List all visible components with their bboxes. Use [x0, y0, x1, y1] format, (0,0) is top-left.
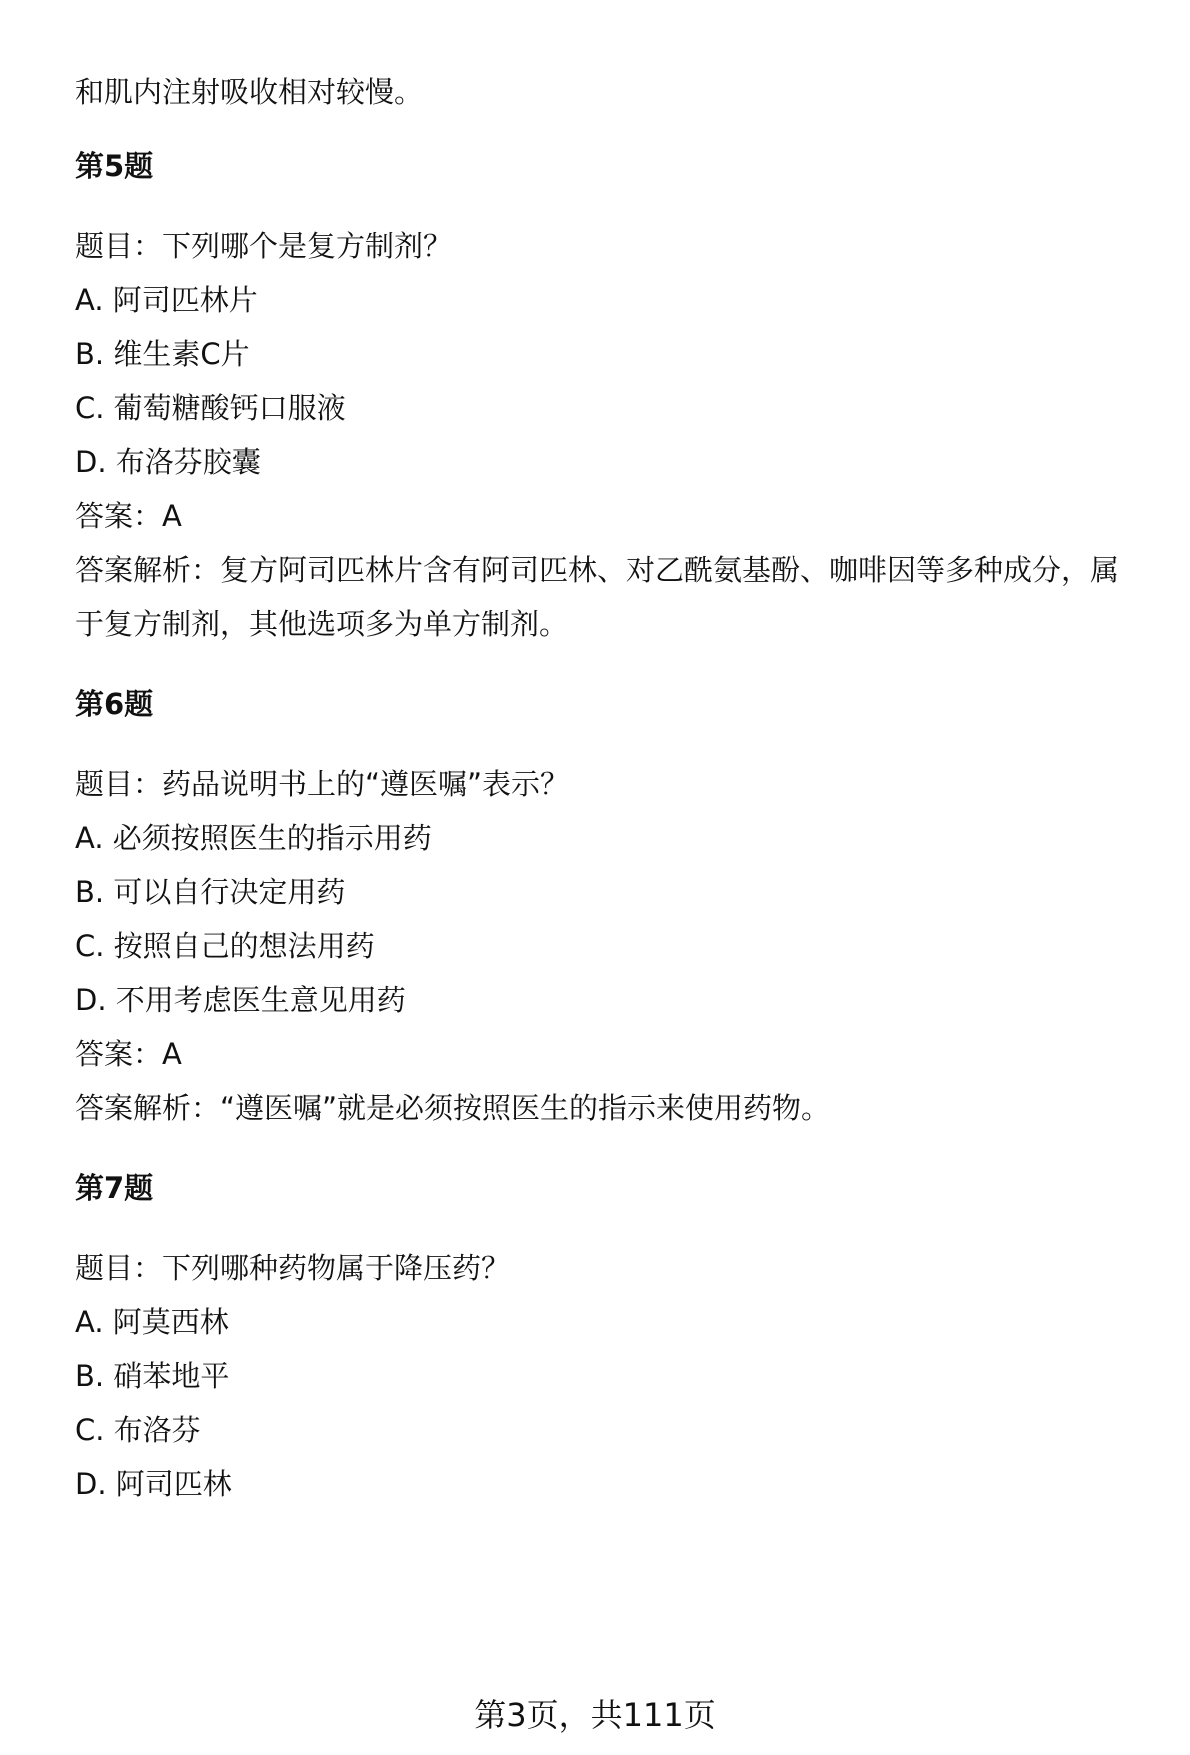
- question-7-option-c: C. 布洛芬: [75, 1413, 201, 1447]
- question-6-option-a: A. 必须按照医生的指示用药: [75, 821, 432, 855]
- question-7-option-a: A. 阿莫西林: [75, 1305, 229, 1339]
- question-6-explanation-line-1: 答案解析：“遵医嘱”就是必须按照医生的指示来使用药物。: [75, 1091, 831, 1125]
- question-5-option-b: B. 维生素C片: [75, 337, 250, 371]
- question-5-explanation-line-2: 于复方制剂，其他选项多为单方制剂。: [75, 607, 569, 641]
- question-5-answer: 答案：A: [75, 499, 182, 533]
- question-7-text: 题目：下列哪种药物属于降压药？: [75, 1251, 511, 1285]
- question-6-option-c: C. 按照自己的想法用药: [75, 929, 375, 963]
- question-6-option-b: B. 可以自行决定用药: [75, 875, 346, 909]
- question-6-answer: 答案：A: [75, 1037, 182, 1071]
- question-5-text: 题目：下列哪个是复方制剂？: [75, 229, 453, 263]
- question-7-heading: 第7题: [75, 1171, 154, 1205]
- page-number-footer: 第3页，共111页: [474, 1696, 716, 1734]
- question-5-heading: 第5题: [75, 149, 154, 183]
- question-5-option-a: A. 阿司匹林片: [75, 283, 258, 317]
- question-7-option-d: D. 阿司匹林: [75, 1467, 232, 1501]
- question-6-text: 题目：药品说明书上的“遵医嘱”表示？: [75, 767, 570, 801]
- intro-line: 和肌内注射吸收相对较慢。: [75, 75, 424, 109]
- question-5-option-c: C. 葡萄糖酸钙口服液: [75, 391, 346, 425]
- question-5-option-d: D. 布洛芬胶囊: [75, 445, 261, 479]
- question-7-option-b: B. 硝苯地平: [75, 1359, 230, 1393]
- question-6-option-d: D. 不用考虑医生意见用药: [75, 983, 406, 1017]
- question-6-heading: 第6题: [75, 687, 154, 721]
- question-5-explanation-line-1: 答案解析：复方阿司匹林片含有阿司匹林、对乙酰氨基酚、咖啡因等多种成分，属: [75, 553, 1120, 587]
